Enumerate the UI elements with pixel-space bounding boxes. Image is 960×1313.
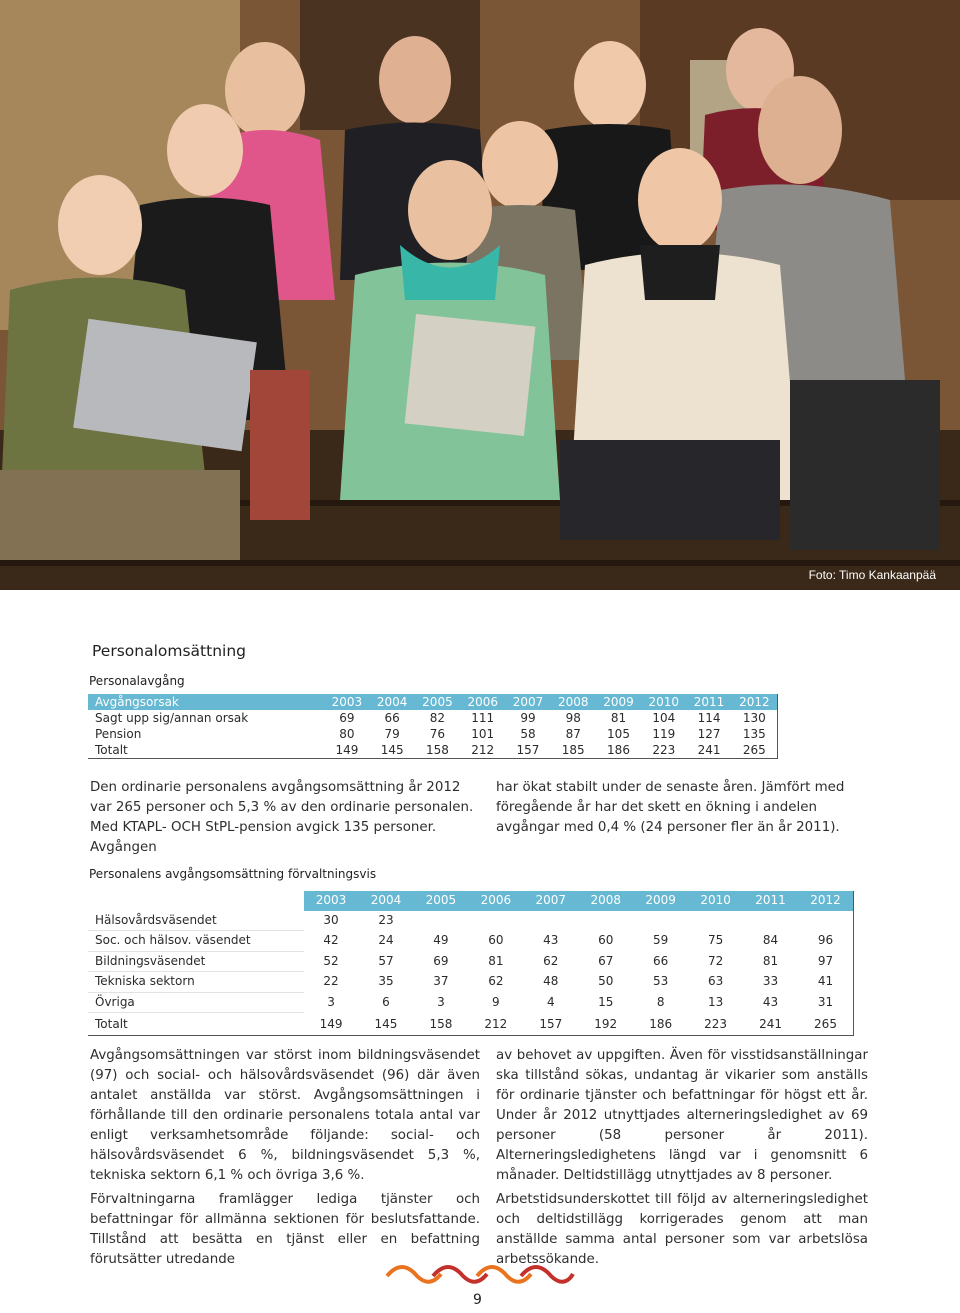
value-cell: 79 — [384, 727, 400, 741]
row-label: Bildningsväsendet — [88, 951, 304, 972]
table-total-row — [88, 742, 778, 759]
year-cell: 2005 — [415, 694, 460, 710]
value-cell: 101 — [471, 727, 495, 741]
year-cell: 2005 — [413, 891, 468, 911]
value-cell — [633, 911, 688, 931]
value-cell: 69 — [339, 711, 355, 725]
value-cell: 87 — [565, 727, 581, 741]
year-cell: 2004 — [370, 694, 415, 710]
value-cell: 157 — [505, 742, 550, 759]
staff-departure-table — [88, 694, 778, 759]
row-label: Hälsovårdsväsendet — [88, 911, 304, 931]
paragraph-department-analysis: Avgångsomsättningen var störst inom bildningsväsendet (97) och social- och hälsovårdsväsendet (96) där även antalet anställda var störst. Avgångsomsättningen i förhållande till den ordinarie personalens totala antal var enligt verksamhetsområde följande: social- och hälsovårdsväsendet 6 %, bildningsväsendet 5,3 %, tekniska sektorn 6,1 % och övriga 3,6 %. — [90, 1048, 480, 1183]
value-cell: 67 — [598, 953, 614, 968]
value-cell: 22 — [323, 974, 339, 988]
value-cell: 48 — [543, 974, 559, 988]
value-cell: 82 — [429, 711, 446, 725]
value-cell: 223 — [688, 1013, 743, 1036]
value-cell: 43 — [762, 994, 779, 1009]
year-cell: 2012 — [732, 694, 778, 710]
value-cell: 149 — [304, 1013, 359, 1036]
value-cell: 241 — [743, 1013, 798, 1036]
value-cell: 192 — [578, 1013, 633, 1036]
row-label: Övriga — [88, 992, 304, 1013]
value-cell: 4 — [546, 994, 555, 1009]
paragraph-departure-trend: har ökat stabilt under de senaste åren. Jämfört med föregående år har det skett en ökning i andelen avgångar med 0,4 % (24 personer fler än år 2011). — [496, 780, 845, 835]
year-cell: 2007 — [505, 694, 550, 710]
year-cell: 2004 — [359, 891, 414, 911]
value-cell: 58 — [520, 727, 536, 741]
value-cell: 186 — [633, 1013, 688, 1036]
value-cell: 66 — [653, 953, 669, 968]
value-cell — [743, 911, 798, 931]
table-row — [88, 710, 778, 726]
value-cell: 105 — [607, 727, 630, 741]
value-cell: 31 — [798, 992, 853, 1013]
value-cell: 241 — [686, 742, 731, 759]
value-cell: 80 — [339, 727, 355, 741]
value-cell: 69 — [433, 953, 449, 968]
value-cell: 8 — [656, 994, 665, 1009]
value-cell — [578, 911, 633, 931]
row-label: Totalt — [88, 1013, 304, 1036]
value-cell: 212 — [468, 1013, 523, 1036]
value-cell: 53 — [653, 974, 669, 988]
year-cell: 2011 — [743, 891, 798, 911]
value-cell: 119 — [652, 727, 676, 741]
value-cell: 99 — [520, 711, 536, 725]
year-cell: 2008 — [551, 694, 596, 710]
paragraph-work-deficit: Arbetstidsunderskottet till följd av alterneringsledighet och deltidstillägg korrigerades genom att man anställde samma antal personer som var arbetslösa arbetssökande. — [496, 1192, 868, 1267]
value-cell: 104 — [652, 711, 676, 725]
value-cell: 96 — [798, 931, 853, 952]
value-cell: 76 — [429, 727, 446, 741]
row-label: Tekniska sektorn — [88, 972, 304, 993]
value-cell: 158 — [413, 1013, 468, 1036]
value-cell: 265 — [798, 1013, 853, 1036]
year-cell: 2006 — [468, 891, 523, 911]
value-cell — [523, 911, 578, 931]
wave-logo-icon — [385, 1262, 575, 1284]
value-cell: 66 — [384, 711, 400, 725]
value-cell: 62 — [488, 974, 504, 988]
value-cell: 75 — [707, 933, 724, 947]
value-cell: 52 — [323, 953, 339, 968]
value-cell: 57 — [378, 953, 394, 968]
value-cell: 30 — [323, 912, 339, 927]
year-cell: 2010 — [688, 891, 743, 911]
value-cell: 59 — [653, 933, 669, 947]
paragraph-vacancy-process: Förvaltningarna framlägger lediga tjänster och befattningar för allmänna sektionen för beslutsfattande. Tillstånd att besätta en tjänst eller en befattning förutsätter utredande — [90, 1192, 480, 1267]
year-cell: 2011 — [686, 694, 731, 710]
value-cell: 42 — [323, 933, 339, 947]
value-cell: 43 — [543, 933, 559, 947]
value-cell: 158 — [415, 742, 460, 759]
table-header-row — [88, 891, 854, 911]
photo-illustration — [0, 0, 960, 590]
table-row — [88, 911, 854, 931]
departure-by-department-table — [88, 891, 854, 1036]
value-cell: 114 — [697, 711, 721, 725]
value-cell — [798, 911, 853, 931]
value-cell: 60 — [598, 933, 614, 947]
row-label: Pension — [95, 727, 142, 741]
value-cell: 60 — [488, 933, 504, 947]
value-cell: 212 — [460, 742, 505, 759]
value-cell: 130 — [732, 710, 778, 726]
year-cell: 2006 — [460, 694, 505, 710]
value-cell: 41 — [798, 972, 853, 993]
value-cell: 81 — [762, 953, 779, 968]
value-cell: 98 — [565, 711, 581, 725]
table-row — [88, 726, 778, 742]
year-cell: 2007 — [523, 891, 578, 911]
year-cell: 2003 — [324, 694, 369, 710]
value-cell — [688, 911, 743, 931]
year-cell: 2003 — [304, 891, 359, 911]
paragraph-departure-summary: Den ordinarie personalens avgångsomsättning år 2012 var 265 personer och 5,3 % av den ordinarie personalen. Med KTAPL- OCH StPL-pension avgick 135 personer. Avgången — [90, 780, 474, 855]
value-cell: 145 — [370, 742, 415, 759]
value-cell: 23 — [378, 912, 394, 927]
value-cell: 3 — [327, 994, 335, 1009]
value-cell: 127 — [697, 727, 721, 741]
value-cell — [413, 911, 468, 931]
value-cell: 63 — [707, 974, 724, 988]
value-cell: 72 — [707, 953, 724, 968]
section-title: Personalomsättning — [92, 642, 246, 660]
photo-credit: Foto: Timo Kankaanpää — [808, 568, 936, 582]
value-cell: 135 — [732, 726, 778, 742]
value-cell: 97 — [798, 951, 853, 972]
value-cell: 185 — [551, 742, 596, 759]
value-cell: 265 — [732, 742, 778, 759]
page-number: 9 — [473, 1292, 482, 1308]
table-total-row — [88, 1013, 854, 1036]
table-row — [88, 972, 854, 993]
table-row — [88, 931, 854, 952]
value-cell: 3 — [437, 994, 445, 1009]
year-cell: 2008 — [578, 891, 633, 911]
value-cell: 13 — [707, 994, 724, 1009]
value-cell: 33 — [762, 974, 779, 988]
value-cell: 35 — [378, 974, 394, 988]
value-cell: 81 — [488, 953, 504, 968]
table1-title: Personalavgång — [89, 674, 185, 688]
year-cell: 2012 — [798, 891, 853, 911]
value-cell: 149 — [324, 742, 369, 759]
table-row — [88, 992, 854, 1013]
row-label: Sagt upp sig/annan orsak — [95, 711, 249, 725]
table-header-row — [88, 694, 778, 710]
value-cell: 223 — [641, 742, 686, 759]
header-blank — [88, 891, 304, 911]
value-cell: 24 — [378, 933, 394, 947]
table2-title: Personalens avgångsomsättning förvaltningsvis — [89, 867, 377, 881]
row-label: Soc. och hälsov. väsendet — [88, 931, 304, 952]
value-cell: 50 — [598, 974, 614, 988]
value-cell: 6 — [382, 994, 390, 1009]
header-label: Avgångsorsak — [88, 694, 324, 710]
value-cell — [468, 911, 523, 931]
paragraph-alternation-leave: av behovet av uppgiften. Även för visstidsanställningar ska tillstånd sökas, undantag är vikarier som anställs för ordinarie tjänster och befattningar för högst ett år. Under år 2012 utnyttjades alterneringsledighet av 69 personer (58 personer år 2011). Alterneringsledighetens längd var i genomsnitt 6 månader. Deltidstillägg utnyttjades av 8 personer. — [496, 1048, 868, 1183]
value-cell: 157 — [523, 1013, 578, 1036]
value-cell: 15 — [598, 994, 614, 1009]
value-cell: 186 — [596, 742, 641, 759]
staff-group-photo — [0, 0, 960, 590]
value-cell: 145 — [359, 1013, 414, 1036]
value-cell: 81 — [610, 711, 627, 725]
value-cell: 37 — [433, 974, 449, 988]
year-cell: 2009 — [596, 694, 641, 710]
table-row — [88, 951, 854, 972]
value-cell: 84 — [762, 933, 779, 947]
row-label: Totalt — [88, 742, 324, 759]
year-cell: 2009 — [633, 891, 688, 911]
year-cell: 2010 — [641, 694, 686, 710]
value-cell: 49 — [433, 933, 449, 947]
value-cell: 111 — [471, 711, 495, 725]
value-cell: 62 — [543, 953, 559, 968]
value-cell: 9 — [492, 994, 500, 1009]
